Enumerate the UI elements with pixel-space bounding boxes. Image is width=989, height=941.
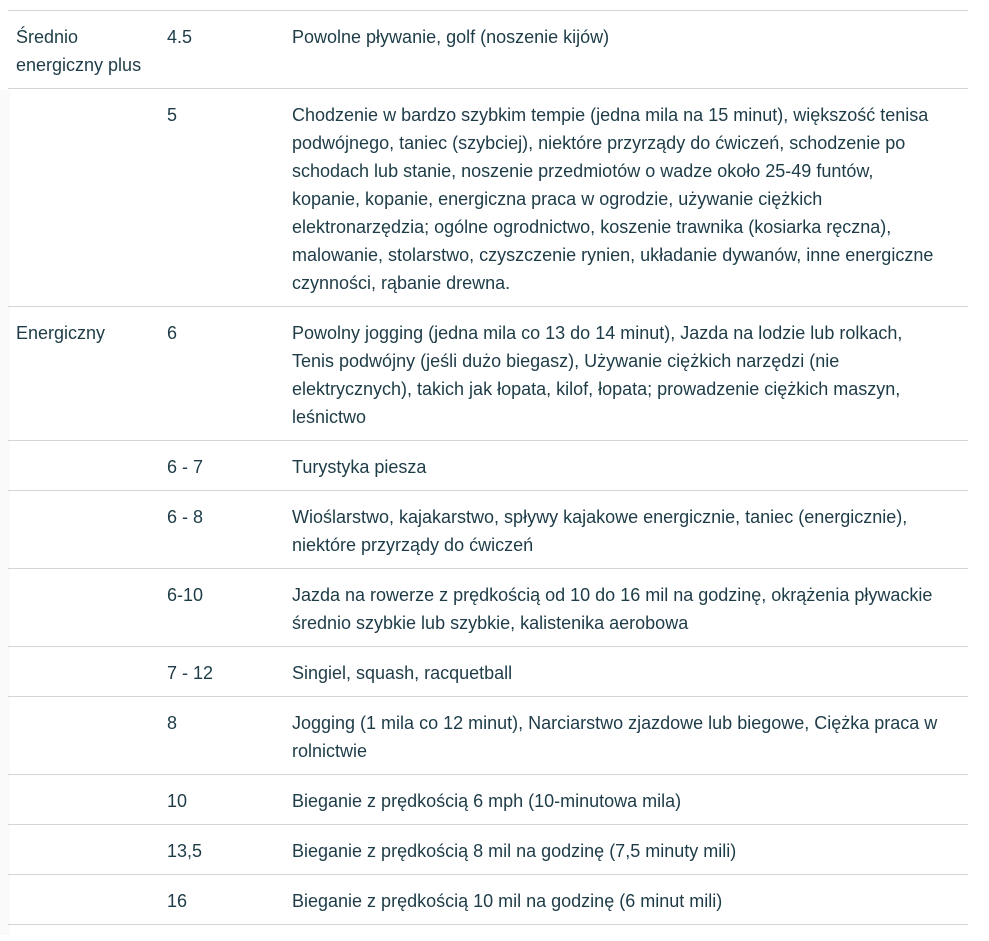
activities-cell: Wioślarstwo, kajakarstwo, spływy kajakowe energicznie, taniec (energicznie), niektóre przyrządy do ćwiczeń — [292, 507, 908, 555]
met-value-cell: 10 — [167, 791, 188, 811]
activities-cell: Powolny jogging (jedna mila co 13 do 14 minut), Jazda na lodzie lub rolkach, Tenis podwójny (jeśli dużo biegasz), Używanie ciężkich narzędzi (nie elektrycznych), takich jak łopata, kilof, łopata; prowadzenie ciężkich maszyn, leśnictwo — [292, 323, 903, 427]
table-row — [8, 306, 968, 440]
intensity-category-cell: Średnio energiczny plus — [16, 27, 142, 75]
met-value-cell: 4.5 — [167, 27, 193, 47]
table-row — [8, 646, 968, 696]
table-row — [8, 568, 968, 646]
activities-cell: Singiel, squash, racquetball — [292, 663, 513, 683]
table-row — [8, 10, 968, 88]
intensity-category-cell — [8, 491, 167, 568]
table-row — [8, 88, 968, 306]
intensity-category-cell — [8, 89, 167, 306]
table-row — [8, 824, 968, 874]
intensity-category-cell — [8, 441, 167, 490]
met-value-cell: 5 — [167, 105, 178, 125]
activities-cell: Turystyka piesza — [292, 457, 427, 477]
met-value-cell: 13,5 — [167, 841, 203, 861]
activities-cell: Jogging (1 mila co 12 minut), Narciarstwo zjazdowe lub biegowe, Ciężka praca w rolnictwie — [292, 713, 938, 761]
intensity-category-cell — [8, 875, 167, 924]
activities-cell: Bieganie z prędkością 10 mil na godzinę (6 minut mili) — [292, 891, 723, 911]
intensity-category-cell — [8, 569, 167, 646]
met-value-cell: 7 - 12 — [167, 663, 214, 683]
met-value-cell: 16 — [167, 891, 188, 911]
met-value-cell: 8 — [167, 713, 178, 733]
intensity-category-cell — [8, 825, 167, 874]
activities-cell: Bieganie z prędkością 8 mil na godzinę (7,5 minuty mili) — [292, 841, 737, 861]
table-row — [8, 696, 968, 774]
activities-cell: Powolne pływanie, golf (noszenie kijów) — [292, 27, 610, 47]
intensity-category-cell — [8, 647, 167, 696]
activities-cell: Jazda na rowerze z prędkością od 10 do 16 mil na godzinę, okrążenia pływackie średnio szybkie lub szybkie, kalistenika aerobowa — [292, 585, 933, 633]
met-value-cell: 6-10 — [167, 585, 204, 605]
met-intensity-table — [8, 10, 968, 925]
met-value-cell: 6 - 7 — [167, 457, 204, 477]
intensity-category-cell: Energiczny — [16, 323, 106, 343]
table-row — [8, 774, 968, 824]
table-row — [8, 440, 968, 490]
met-value-cell: 6 — [167, 323, 178, 343]
activities-cell: Bieganie z prędkością 6 mph (10-minutowa mila) — [292, 791, 682, 811]
intensity-category-cell — [8, 697, 167, 774]
table-row — [8, 490, 968, 568]
met-value-cell: 6 - 8 — [167, 507, 204, 527]
activities-cell: Chodzenie w bardzo szybkim tempie (jedna mila na 15 minut), większość tenisa podwójnego, taniec (szybciej), niektóre przyrządy do ćwiczeń, schodzenie po schodach lub stanie, noszenie przedmiotów o wadze około 25-49 funtów, kopanie, kopanie, energiczna praca w ogrodzie, używanie ciężkich elektronarzędzia; ogólne ogrodnictwo, koszenie trawnika (kosiarka ręczna), malowanie, stolarstwo, czyszczenie rynien, układanie dywanów, inne energiczne czynności, rąbanie drewna. — [292, 105, 934, 293]
intensity-category-cell — [8, 775, 167, 824]
table-row — [8, 874, 968, 924]
